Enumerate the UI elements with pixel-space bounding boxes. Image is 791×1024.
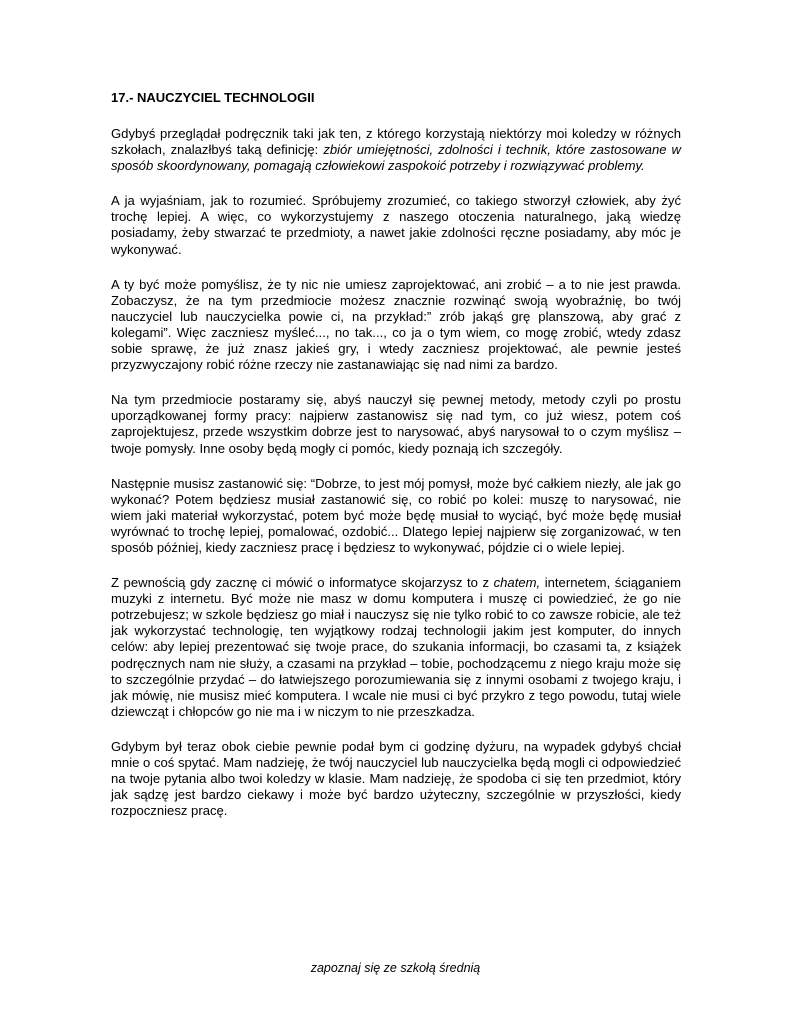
text-run: internetem, ściąganiem muzyki z internetu. Być może nie masz w domu komputera i muszę ci powiedzieć, że go nie potrzebujesz; w szkole będziesz go miał i nauczysz się nie tylko robić to co zawsze robicie, ale też jak wykorzystać technologię, ten wyjątkowy rodzaj technologii jakim jest komputer, do innych celów: aby lepiej prezentować się twoje prace, do szukania informacji, bo czasami ta, z książek podręcznych nam nie służy, a czasami na przykład – tobie, pochodzącemu z niego kraju może się to szczególnie przydać – do łatwiejszego porozumiewania się z innymi osobami z twojego kraju, i jak mówię, nie musisz mieć komputera. I wcale nie musi ci być przykro z tego powodu, tutaj wiele dziewcząt i chłopców go nie ma i w niczym to nie przeszkadza. <box>111 575 681 719</box>
italic-text: chatem, <box>493 575 541 591</box>
text-run: Z pewnością gdy zacznę ci mówić o informatyce skojarzysz to z <box>111 575 494 591</box>
text-run: Na tym przedmiocie postaramy się, abyś nauczył się pewnej metody, metody czyli po prostu uporządkowanej formy pracy: najpierw zastanowisz się nad tym, co już wiesz, potem coś zaprojektujesz, przede wszystkim dobrze jest to narysować, abyś narysował to o czym myślisz – twoje pomysły. Inne osoby będą mogły ci pomóc, kiedy poznają ich szczegóły. <box>111 392 681 456</box>
text-run: A ty być może pomyślisz, że ty nic nie umiesz zaprojektować, ani zrobić – a to nie jest prawda. Zobaczysz, że na tym przedmiocie możesz znacznie rozwinąć swoją wyobraźnię, bo twój nauczyciel lub nauczycielka powie ci, na przykład:” zrób jakąś grę planszową, aby grać z kolegami”. Więc zaczniesz myśleć..., no tak..., co ja o tym wiem, co mogę zrobić, wtedy zdasz sobie sprawę, że już znasz jakieś gry, i wtedy zaczniesz projektować, ale pewnie jesteś przyzwyczajony robić różne rzeczy nie zastanawiając się nad nimi za bardzo. <box>111 276 681 373</box>
italic-text: zbiór umiejętności, zdolności i technik, które zastosowane w sposób skoordynowany, pomagają człowiekowi zaspokoić potrzeby i rozwiązywać problemy. <box>111 142 681 174</box>
page-footer: zapoznaj się ze szkołą średnią <box>310 961 481 975</box>
text-run: Gdybym był teraz obok ciebie pewnie podał bym ci godzinę dyżuru, na wypadek gdybyś chciał mnie o coś spytać. Mam nadzieję, że twój nauczyciel lub nauczycielka będą mogli ci odpowiedzieć na twoje pytania albo twoi koledzy w klasie. Mam nadzieję, że spodoba ci się ten przedmiot, który jak sądzę jest bardzo ciekawy i może być bardzo użyteczny, szczególnie w przyszłości, kiedy rozpoczniesz pracę. <box>111 738 681 819</box>
paragraph <box>111 277 681 374</box>
text-run: Gdybyś przeglądał podręcznik taki jak ten, z którego korzystają niektórzy moi koledzy w różnych szkołach, znalazłbyś taką definicję: <box>111 126 681 158</box>
text-run: A ja wyjaśniam, jak to rozumieć. Spróbujemy zrozumieć, co takiego stworzył człowiek, aby żyć trochę lepiej. A więc, co wykorzystujemy z naszego otoczenia naturalnego, jaką wiedzę posiadamy, żeby stwarzać te przedmioty, a nawet jakie zdolności ręczne posiadamy, aby móc je wykonywać. <box>111 193 681 257</box>
section-heading: 17.- NAUCZYCIEL TECHNOLOGII <box>111 90 315 105</box>
document-page <box>111 90 681 819</box>
paragraph <box>111 739 681 819</box>
paragraph <box>111 126 681 174</box>
body-text <box>111 126 681 819</box>
paragraph <box>111 392 681 456</box>
paragraph <box>111 575 681 720</box>
text-run: Następnie musisz zastanowić się: “Dobrze, to jest mój pomysł, może być całkiem niezły, ale jak go wykonać? Potem będziesz musiał zastanowić się, co robić po kolei: muszę to narysować, nie wiem jaki materiał wykorzystać, potem być może będę musiał to wyciąć, być może będę musiał wyrównać to trochę lepiej, pomalować, ozdobić... Dlatego lepiej najpierw się zorganizować, w ten sposób później, kiedy zaczniesz pracę i będziesz to wykonywać, pójdzie ci o wiele lepiej. <box>111 475 681 555</box>
paragraph <box>111 193 681 257</box>
paragraph <box>111 476 681 556</box>
